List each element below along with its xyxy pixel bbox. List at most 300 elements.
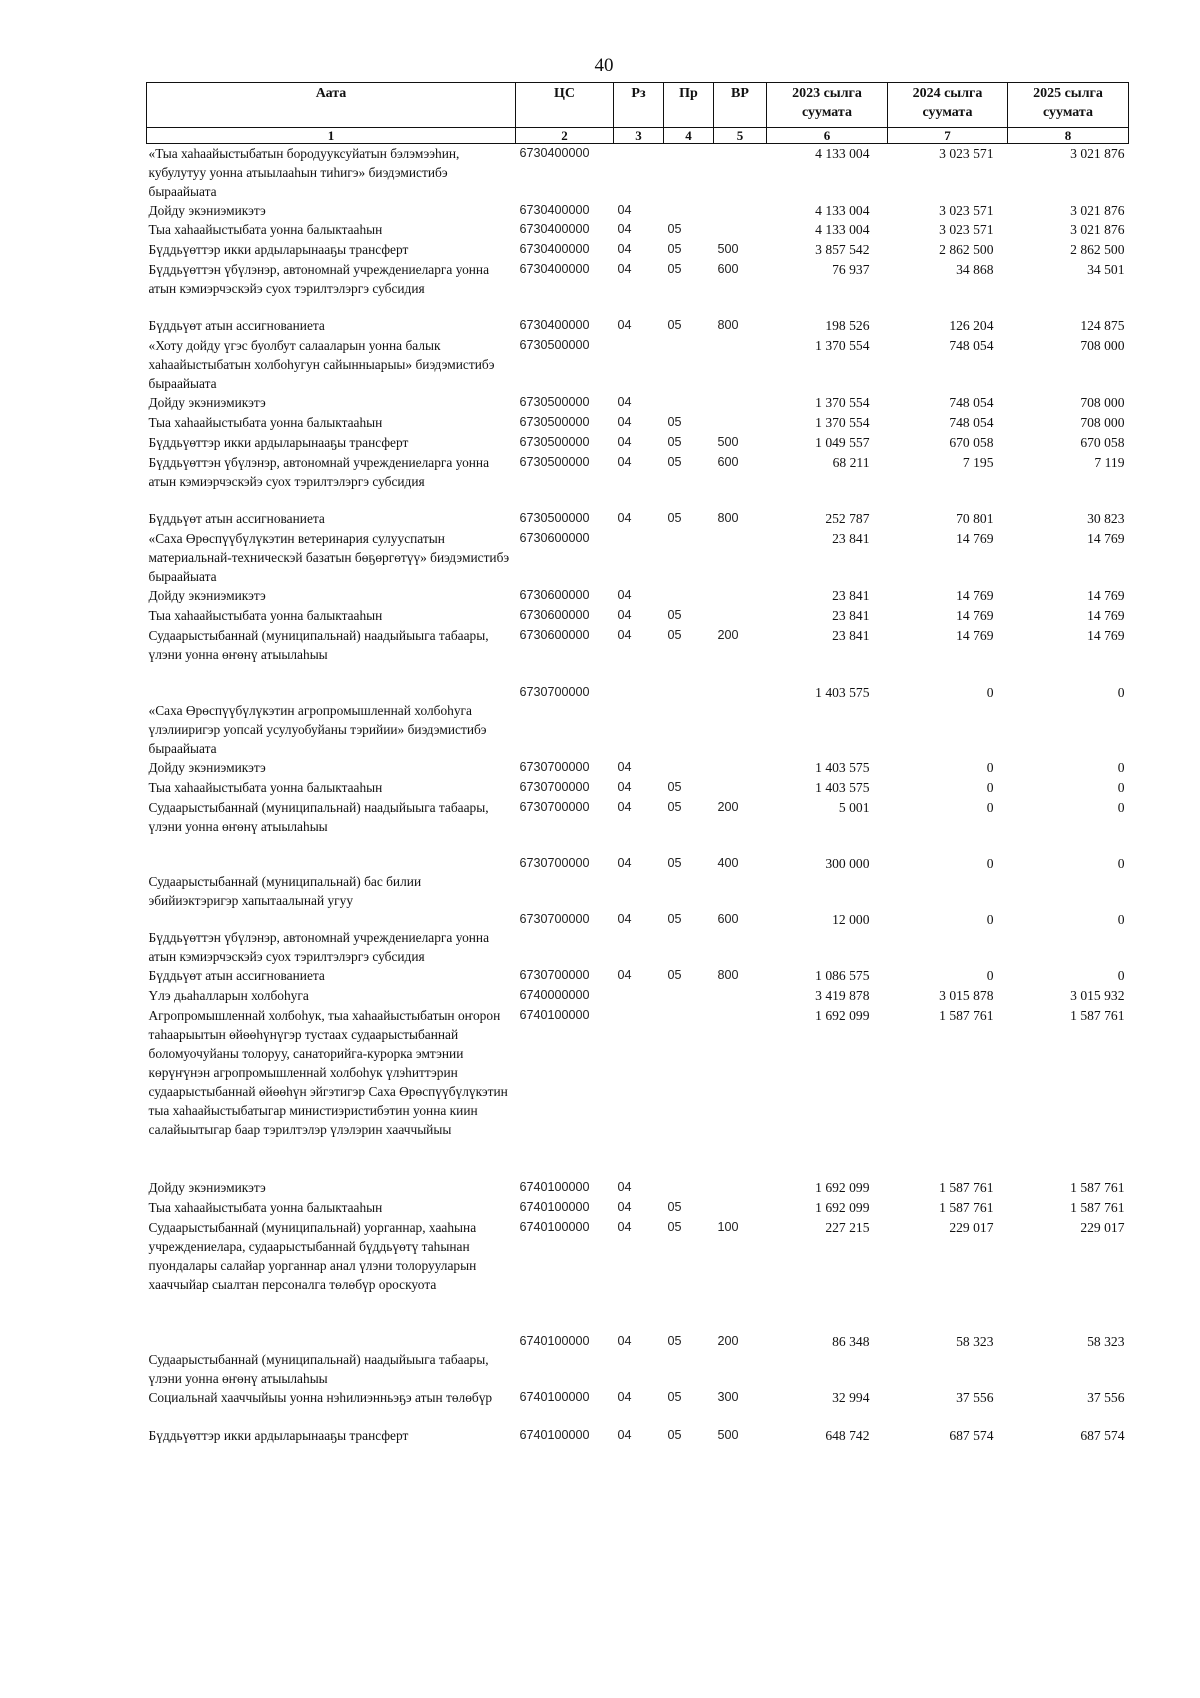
cell-rz [614, 529, 664, 586]
table-header [147, 83, 1129, 144]
cell-y2023: 12 000 [832, 912, 870, 927]
cell-y2024: 3 023 571 [939, 203, 994, 218]
cell-y2023: 68 211 [832, 455, 870, 470]
cell-vr: 200 [717, 1334, 739, 1348]
cell-y2023: 300 000 [825, 856, 870, 871]
table-row [147, 529, 1129, 586]
cell-vr: 500 [717, 435, 739, 449]
column-number: 7 [888, 128, 1008, 144]
cell-y2024: 229 017 [949, 1220, 994, 1235]
header-vr: ВР [714, 83, 767, 128]
table-row [147, 586, 1129, 606]
cell-name: Бүддьүөт атын ассигнованиета [148, 318, 325, 333]
cell-y2025: 229 017 [1080, 1220, 1125, 1235]
cell-vr [714, 336, 767, 393]
table-row [147, 413, 1129, 433]
cell-pr [664, 336, 714, 393]
header-rz: Рз [614, 83, 664, 128]
cell-pr [664, 986, 714, 1006]
cell-name: Үлэ дьаһалларын холбоһуга [148, 988, 309, 1003]
cell-vr [714, 606, 767, 626]
cell-vr: 500 [717, 242, 739, 256]
cell-rz: 04 [617, 395, 632, 409]
cell-y2023: 4 133 004 [815, 146, 870, 161]
cell-cs: 6730700000 [519, 685, 590, 699]
cell-vr: 200 [717, 628, 739, 642]
table-row [147, 626, 1129, 683]
cell-name: Бүддьүөттэн үбүлэнэр, автономнай учреждениеларга уонна атын кэмиэрчэскэйэ суох тэрилтэлэргэ субсидия [148, 930, 490, 964]
cell-name: Судаарыстыбаннай (муниципальнай) наадыйыыга табаары, үлэни уонна өҥөнү атыылаһыы [148, 1352, 489, 1386]
table-row [147, 316, 1129, 336]
cell-y2024: 0 [986, 780, 994, 795]
cell-name: «Хоту дойду үгэс буолбут салааларын уонна балык хаһаайыстыбатын холбоһугун сайынныарыы» биэдэмистибэ быраайыата [148, 338, 495, 391]
cell-y2023: 23 841 [832, 608, 870, 623]
cell-cs: 6730600000 [519, 608, 590, 622]
cell-y2024: 2 862 500 [939, 242, 994, 257]
cell-cs: 6740000000 [519, 988, 590, 1002]
cell-y2025: 3 021 876 [1070, 146, 1125, 161]
cell-y2024: 3 023 571 [939, 222, 994, 237]
cell-cs: 6740100000 [519, 1220, 590, 1234]
cell-pr: 05 [667, 1428, 682, 1442]
cell-y2024: 0 [986, 912, 994, 927]
cell-rz [614, 1006, 664, 1178]
cell-y2024: 126 204 [949, 318, 994, 333]
cell-cs: 6730500000 [519, 511, 590, 525]
cell-pr: 05 [667, 415, 682, 429]
cell-y2023: 1 403 575 [815, 780, 870, 795]
cell-pr: 05 [667, 435, 682, 449]
cell-y2023: 648 742 [825, 1428, 870, 1443]
cell-y2023: 198 526 [825, 318, 870, 333]
cell-y2025: 0 [1117, 760, 1125, 775]
cell-rz: 04 [617, 780, 632, 794]
cell-y2025: 708 000 [1080, 338, 1125, 353]
column-number: 4 [664, 128, 714, 144]
cell-y2024: 1 587 761 [939, 1200, 994, 1215]
cell-vr [714, 683, 767, 758]
cell-rz [614, 683, 664, 758]
cell-pr: 05 [667, 912, 682, 926]
table-row [147, 1198, 1129, 1218]
cell-y2024: 14 769 [956, 588, 994, 603]
table-row [147, 854, 1129, 910]
cell-y2025: 14 769 [1087, 608, 1125, 623]
table-row [147, 1332, 1129, 1388]
cell-pr: 05 [667, 222, 682, 236]
column-number: 3 [614, 128, 664, 144]
cell-y2024: 3 023 571 [939, 146, 994, 161]
cell-rz: 04 [617, 455, 632, 469]
cell-name: Бүддьүөттэр икки ардыларынааҕы трансферт [148, 242, 409, 257]
table-row [147, 1388, 1129, 1426]
cell-cs: 6730500000 [519, 455, 590, 469]
cell-rz: 04 [617, 856, 632, 870]
cell-y2025: 3 021 876 [1070, 222, 1125, 237]
cell-y2025: 0 [1117, 800, 1125, 815]
table-row [147, 798, 1129, 854]
cell-vr: 100 [717, 1220, 739, 1234]
cell-cs: 6730500000 [519, 395, 590, 409]
cell-pr [664, 758, 714, 778]
cell-name: Тыа хаһаайыстыбата уонна балыктааһын [148, 608, 383, 623]
cell-name: Судаарыстыбаннай (муниципальнай) наадыйыыга табаары, үлэни уонна өҥөнү атыылаһыы [148, 800, 489, 834]
cell-vr [714, 1198, 767, 1218]
table-row [147, 1218, 1129, 1332]
cell-y2023: 1 370 554 [815, 338, 870, 353]
cell-y2025: 0 [1117, 780, 1125, 795]
cell-y2023: 1 086 575 [815, 968, 870, 983]
cell-y2023: 1 370 554 [815, 415, 870, 430]
cell-name: Агропромышленнай холбоһук, тыа хаһаайыстыбатын оҥорон таһаарыытын өйөөһүнүгэр тустаах судаарыстыбаннай боломуочуйаны толоруу, санаторийга-курорка эмтэнии көрүҥүнэн агропромышленнай холбоһук үлэһиттэрин судаарыстыбаннай өйөөһүн эйгэтигэр Саха Өрөспүүбүлүкэтин тыа хаһаайыстыбатыгар министиэристибэтин уонна киин салайыытыгар баар тэрилтэлэр үлэлэрин хааччыйыы [148, 1008, 508, 1137]
cell-vr [714, 758, 767, 778]
cell-pr: 05 [667, 242, 682, 256]
cell-cs: 6730400000 [519, 318, 590, 332]
column-number: 5 [714, 128, 767, 144]
table-row [147, 433, 1129, 453]
cell-name: Дойду экэниэмикэтэ [148, 395, 266, 410]
table-row [147, 220, 1129, 240]
cell-vr: 500 [717, 1428, 739, 1442]
cell-name: Бүддьүөттэр икки ардыларынааҕы трансферт [148, 1428, 409, 1443]
cell-cs: 6730400000 [519, 242, 590, 256]
cell-rz [614, 144, 664, 202]
cell-rz: 04 [617, 1220, 632, 1234]
cell-y2023: 86 348 [832, 1334, 870, 1349]
cell-y2023: 1 370 554 [815, 395, 870, 410]
cell-y2025: 3 015 932 [1070, 988, 1125, 1003]
cell-y2025: 687 574 [1080, 1428, 1125, 1443]
cell-pr: 05 [667, 800, 682, 814]
cell-y2024: 34 868 [956, 262, 994, 277]
cell-pr [664, 683, 714, 758]
cell-y2024: 7 195 [962, 455, 994, 470]
cell-vr: 200 [717, 800, 739, 814]
cell-y2023: 252 787 [825, 511, 870, 526]
cell-pr: 05 [667, 455, 682, 469]
cell-cs: 6730700000 [519, 968, 590, 982]
cell-y2025: 124 875 [1080, 318, 1125, 333]
cell-name: Бүддьүөттэн үбүлэнэр, автономнай учреждениеларга уонна атын кэмиэрчэскэйэ суох тэрилтэлэргэ субсидия [148, 262, 490, 296]
cell-y2024: 70 801 [956, 511, 994, 526]
header-name: Аата [147, 83, 516, 128]
cell-vr [714, 144, 767, 202]
cell-rz: 04 [617, 1200, 632, 1214]
table-row [147, 393, 1129, 413]
cell-y2025: 0 [1117, 912, 1125, 927]
cell-pr: 05 [667, 262, 682, 276]
cell-y2024: 14 769 [956, 628, 994, 643]
cell-y2023: 227 215 [825, 1220, 870, 1235]
cell-y2025: 3 021 876 [1070, 203, 1125, 218]
header-row [147, 83, 1129, 128]
cell-y2024: 0 [986, 800, 994, 815]
table-body [147, 144, 1129, 1447]
cell-pr: 05 [667, 1200, 682, 1214]
cell-y2023: 76 937 [832, 262, 870, 277]
cell-pr: 05 [667, 628, 682, 642]
table-row [147, 1006, 1129, 1178]
cell-vr [714, 586, 767, 606]
cell-cs: 6740100000 [519, 1334, 590, 1348]
cell-name: Судаарыстыбаннай (муниципальнай) наадыйыыга табаары, үлэни уонна өҥөнү атыылаһыы [148, 628, 489, 662]
column-number: 8 [1008, 128, 1129, 144]
cell-y2024: 0 [986, 685, 994, 700]
cell-y2023: 5 001 [838, 800, 870, 815]
cell-cs: 6730700000 [519, 780, 590, 794]
cell-y2023: 1 692 099 [815, 1180, 870, 1195]
cell-y2024: 748 054 [949, 395, 994, 410]
cell-rz: 04 [617, 1334, 632, 1348]
column-number: 2 [516, 128, 614, 144]
cell-rz: 04 [617, 588, 632, 602]
cell-name: Судаарыстыбаннай (муниципальнай) уорганнар, хааһына учреждениелара, судаарыстыбаннай бүддьүөтү таһынан пуондалары салайар уорганнар анал үлэни толорууларын хааччыйар сыалтан персоналга төлөбүр ороскуота [148, 1220, 477, 1292]
cell-vr [714, 1178, 767, 1198]
cell-y2024: 0 [986, 856, 994, 871]
header-2023: 2023 сылга суумата [767, 83, 888, 128]
cell-pr [664, 1178, 714, 1198]
cell-name: Бүддьүөт атын ассигнованиета [148, 511, 325, 526]
cell-y2024: 687 574 [949, 1428, 994, 1443]
cell-rz: 04 [617, 968, 632, 982]
cell-y2025: 14 769 [1087, 588, 1125, 603]
cell-y2025: 670 058 [1080, 435, 1125, 450]
table-row [147, 144, 1129, 202]
column-number: 1 [147, 128, 516, 144]
cell-rz: 04 [617, 800, 632, 814]
cell-y2025: 14 769 [1087, 628, 1125, 643]
cell-cs: 6740100000 [519, 1180, 590, 1194]
cell-y2023: 23 841 [832, 531, 870, 546]
table-row [147, 778, 1129, 798]
cell-cs: 6740100000 [519, 1428, 590, 1442]
budget-table [146, 82, 1129, 1446]
cell-name: Судаарыстыбаннай (муниципальнай) бас билии эбийиэктэригэр хапытаалынай угуу [148, 874, 422, 908]
cell-name: Бүддьүөттэр икки ардыларынааҕы трансферт [148, 435, 409, 450]
cell-name: «Саха Өрөспүүбүлүкэтин ветеринария сулууспатын материальнай-техническэй базатын бөҕөргөтүү» биэдэмистибэ быраайыата [148, 531, 510, 584]
cell-rz: 04 [617, 760, 632, 774]
cell-pr: 05 [667, 1334, 682, 1348]
page-number: 40 [594, 55, 614, 76]
cell-y2025: 37 556 [1087, 1390, 1125, 1405]
cell-cs: 6740100000 [519, 1390, 590, 1404]
cell-y2023: 4 133 004 [815, 222, 870, 237]
cell-rz: 04 [617, 511, 632, 525]
cell-rz: 04 [617, 203, 632, 217]
cell-vr [714, 220, 767, 240]
cell-y2024: 0 [986, 760, 994, 775]
cell-pr [664, 201, 714, 220]
table-row [147, 606, 1129, 626]
cell-y2024: 748 054 [949, 338, 994, 353]
cell-cs: 6730500000 [519, 338, 590, 352]
cell-name: Дойду экэниэмикэтэ [148, 1180, 266, 1195]
table-row [147, 966, 1129, 986]
cell-vr [714, 529, 767, 586]
cell-rz: 04 [617, 222, 632, 236]
table-row [147, 1178, 1129, 1198]
table-row [147, 201, 1129, 220]
cell-y2024: 1 587 761 [939, 1180, 994, 1195]
cell-rz: 04 [617, 628, 632, 642]
cell-name: Тыа хаһаайыстыбата уонна балыктааһын [148, 1200, 383, 1215]
cell-name: Тыа хаһаайыстыбата уонна балыктааһын [148, 415, 383, 430]
table-row [147, 453, 1129, 509]
cell-y2025: 0 [1117, 856, 1125, 871]
cell-vr: 600 [717, 455, 739, 469]
cell-pr [664, 144, 714, 202]
cell-y2024: 0 [986, 968, 994, 983]
cell-y2024: 748 054 [949, 415, 994, 430]
cell-y2023: 1 403 575 [815, 685, 870, 700]
cell-pr: 05 [667, 968, 682, 982]
cell-y2025: 30 823 [1087, 511, 1125, 526]
cell-pr: 05 [667, 856, 682, 870]
cell-rz: 04 [617, 242, 632, 256]
header-pr: Пр [664, 83, 714, 128]
cell-cs: 6730400000 [519, 222, 590, 236]
cell-vr: 800 [717, 968, 739, 982]
cell-cs: 6730600000 [519, 628, 590, 642]
cell-y2023: 23 841 [832, 588, 870, 603]
cell-rz: 04 [617, 415, 632, 429]
cell-rz: 04 [617, 435, 632, 449]
cell-y2025: 1 587 761 [1070, 1008, 1125, 1023]
cell-cs: 6730500000 [519, 415, 590, 429]
cell-pr: 05 [667, 511, 682, 525]
cell-name: Социальнай хааччыйыы уонна нэһилиэнньэҕэ атын төлөбүр [148, 1390, 493, 1405]
cell-pr [664, 1006, 714, 1178]
cell-vr [714, 201, 767, 220]
table-row [147, 260, 1129, 316]
cell-rz: 04 [617, 318, 632, 332]
table-row [147, 1426, 1129, 1446]
table-row [147, 336, 1129, 393]
cell-cs: 6730700000 [519, 912, 590, 926]
cell-vr: 300 [717, 1390, 739, 1404]
table-row [147, 509, 1129, 529]
cell-vr [714, 1006, 767, 1178]
table-row [147, 910, 1129, 966]
header-2024: 2024 сылга суумата [888, 83, 1008, 128]
cell-vr: 600 [717, 912, 739, 926]
cell-pr [664, 393, 714, 413]
cell-vr [714, 413, 767, 433]
cell-vr [714, 986, 767, 1006]
cell-rz [614, 336, 664, 393]
cell-name: Дойду экэниэмикэтэ [148, 760, 266, 775]
cell-y2025: 34 501 [1087, 262, 1125, 277]
cell-pr: 05 [667, 1390, 682, 1404]
cell-name: Тыа хаһаайыстыбата уонна балыктааһын [148, 222, 383, 237]
cell-y2025: 7 119 [1094, 455, 1125, 470]
cell-cs: 6740100000 [519, 1200, 590, 1214]
cell-cs: 6730400000 [519, 146, 590, 160]
cell-y2024: 14 769 [956, 531, 994, 546]
cell-name: «Саха Өрөспүүбүлүкэтин агропромышленнай холбоһуга үлэлииригэр уопсай усулуобуйаны тэрийии» биэдэмистибэ быраайыата [148, 703, 487, 756]
cell-y2024: 1 587 761 [939, 1008, 994, 1023]
cell-y2023: 3 857 542 [815, 242, 870, 257]
column-number: 6 [767, 128, 888, 144]
cell-y2023: 1 692 099 [815, 1200, 870, 1215]
cell-name: Бүддьүөттэн үбүлэнэр, автономнай учреждениеларга уонна атын кэмиэрчэскэйэ суох тэрилтэлэргэ субсидия [148, 455, 490, 489]
cell-y2023: 32 994 [832, 1390, 870, 1405]
cell-name: Дойду экэниэмикэтэ [148, 203, 266, 218]
cell-cs: 6740100000 [519, 1008, 590, 1022]
cell-y2025: 14 769 [1087, 531, 1125, 546]
cell-y2025: 2 862 500 [1070, 242, 1125, 257]
cell-cs: 6730600000 [519, 531, 590, 545]
cell-pr [664, 586, 714, 606]
cell-y2024: 14 769 [956, 608, 994, 623]
cell-name: Тыа хаһаайыстыбата уонна балыктааһын [148, 780, 383, 795]
cell-vr [714, 778, 767, 798]
cell-cs: 6730700000 [519, 800, 590, 814]
cell-cs: 6730600000 [519, 588, 590, 602]
cell-rz [614, 986, 664, 1006]
cell-y2025: 708 000 [1080, 415, 1125, 430]
cell-y2025: 1 587 761 [1070, 1200, 1125, 1215]
cell-pr: 05 [667, 608, 682, 622]
cell-y2023: 1 403 575 [815, 760, 870, 775]
cell-cs: 6730700000 [519, 760, 590, 774]
cell-cs: 6730400000 [519, 203, 590, 217]
cell-rz: 04 [617, 262, 632, 276]
cell-y2024: 3 015 878 [939, 988, 994, 1003]
cell-y2024: 670 058 [949, 435, 994, 450]
cell-name: Дойду экэниэмикэтэ [148, 588, 266, 603]
cell-rz: 04 [617, 912, 632, 926]
cell-rz: 04 [617, 1428, 632, 1442]
cell-y2023: 23 841 [832, 628, 870, 643]
cell-vr: 800 [717, 318, 739, 332]
cell-pr: 05 [667, 1220, 682, 1234]
cell-rz: 04 [617, 1180, 632, 1194]
cell-y2023: 4 133 004 [815, 203, 870, 218]
cell-y2023: 1 049 557 [815, 435, 870, 450]
cell-cs: 6730500000 [519, 435, 590, 449]
cell-name: «Тыа хаһаайыстыбатын бородууксуйатын бэлэмээһин, кубулутуу уонна атыылааһын тиһигэ» биэдэмистибэ быраайыата [148, 146, 460, 199]
cell-cs: 6730400000 [519, 262, 590, 276]
header-cs: ЦС [516, 83, 614, 128]
cell-vr: 400 [717, 856, 739, 870]
cell-y2025: 1 587 761 [1070, 1180, 1125, 1195]
table-row [147, 683, 1129, 758]
cell-y2024: 37 556 [956, 1390, 994, 1405]
cell-cs: 6730700000 [519, 856, 590, 870]
cell-pr [664, 529, 714, 586]
cell-name: Бүддьүөт атын ассигнованиета [148, 968, 325, 983]
column-number-row [147, 128, 1129, 144]
cell-y2025: 708 000 [1080, 395, 1125, 410]
cell-pr: 05 [667, 318, 682, 332]
cell-vr: 800 [717, 511, 739, 525]
cell-y2024: 58 323 [956, 1334, 994, 1349]
table-row [147, 986, 1129, 1006]
cell-rz: 04 [617, 608, 632, 622]
cell-y2023: 3 419 878 [815, 988, 870, 1003]
cell-vr: 600 [717, 262, 739, 276]
table-row [147, 758, 1129, 778]
cell-vr [714, 393, 767, 413]
cell-y2025: 58 323 [1087, 1334, 1125, 1349]
cell-y2025: 0 [1117, 685, 1125, 700]
cell-pr: 05 [667, 780, 682, 794]
cell-rz: 04 [617, 1390, 632, 1404]
cell-y2023: 1 692 099 [815, 1008, 870, 1023]
header-2025: 2025 сылга суумата [1008, 83, 1129, 128]
table-row [147, 240, 1129, 260]
